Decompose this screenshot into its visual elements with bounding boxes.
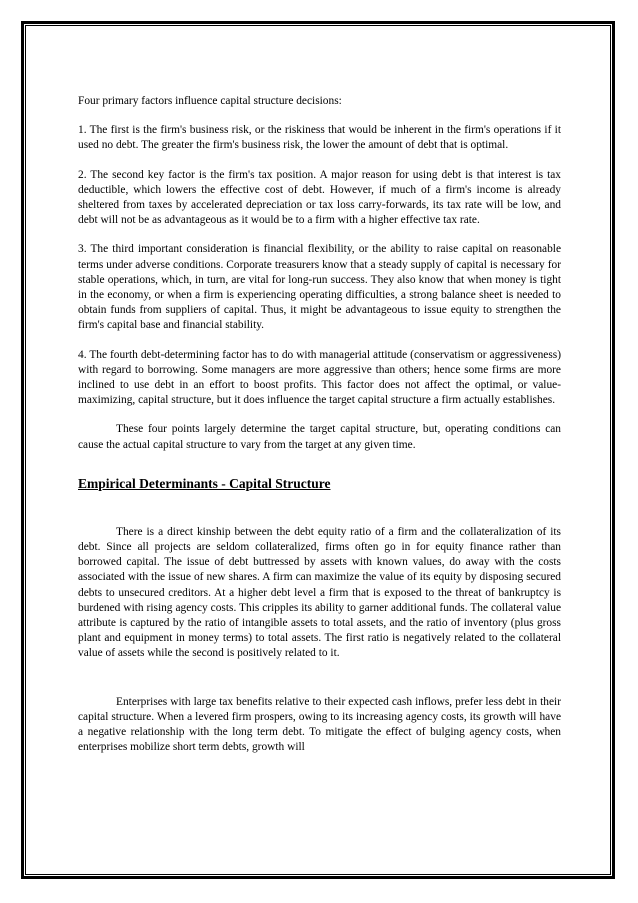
summary-paragraph: These four points largely determine the target capital structure, but, operating conditions can cause the actual capital structure to vary from the target at any given time. [78,423,561,451]
document-body [78,94,561,756]
factor-paragraph-4: 4. The fourth debt-determining factor has to do with managerial attitude (conservatism or aggressiveness) with regard to borrowing. Some managers are more aggressive than others; hence some firms are more inclined to use debt in an effort to boost profits. This factor does not affect the optimal, or value- maximizing, capital structure, but it does influence the target capital structure a firm actually establishes. [78,348,561,407]
factor-paragraph-2: 2. The second key factor is the firm's tax position. A major reason for using debt is that interest is tax deductible, which lowers the effective cost of debt. However, if much of a firm's income is already sheltered from taxes by accelerated depreciation or tax loss carry-forwards, its tax rate will be low, and debt will not be as advantageous as it would be to a firm with a higher effective tax rate. [78,168,561,227]
factor-paragraph-3: 3. The third important consideration is financial flexibility, or the ability to raise capital on reasonable terms under adverse conditions. Corporate treasurers know that a steady supply of capital is necessary for stable operations, which, in turn, are vital for long-run success. They also know that when money is tight in the economy, or when a firm is experiencing operating difficulties, a strong balance sheet is needed to obtain funds from suppliers of capital. Thus, it might be advantageous to issue equity to strengthen the firm's capital base and financial stability. [78,243,561,332]
intro-paragraph: Four primary factors influence capital structure decisions: [78,95,342,107]
section-paragraph-1: There is a direct kinship between the debt equity ratio of a firm and the collateralization of its debt. Since all projects are seldom collateralized, firms often go in for equity finance rather than borrowed capital. The issue of debt buttressed by assets with known values, do away with the costs associated with the issue of new shares. A firm can maximize the value of its equity by disposing secured debts to unsecured creditors. At a higher debt level a firm that is exposed to the threat of bankruptcy is burdened with rising agency costs. This cripples its ability to garner additional funds. The collateral value attribute is captured by the ratio of intangible assets to total assets, and the ratio of inventory (plus gross plant and equipment in money terms) to total assets. The first ratio is negatively related to the collateral value of assets while the second is positively related to it. [78,525,561,660]
section-heading: Empirical Determinants - Capital Structure [78,475,331,491]
factor-paragraph-1: 1. The first is the firm's business risk, or the riskiness that would be inherent in the firm's operations if it used no debt. The greater the firm's business risk, the lower the amount of debt that is optimal. [78,124,561,152]
section-paragraph-2: Enterprises with large tax benefits relative to their expected cash inflows, prefer less debt in their capital structure. When a levered firm prospers, owing to its increasing agency costs, its growth will have a negative relationship with the long term debt. To mitigate the effect of bulging agency costs, when enterprises mobilize short term debts, growth will [78,695,561,754]
